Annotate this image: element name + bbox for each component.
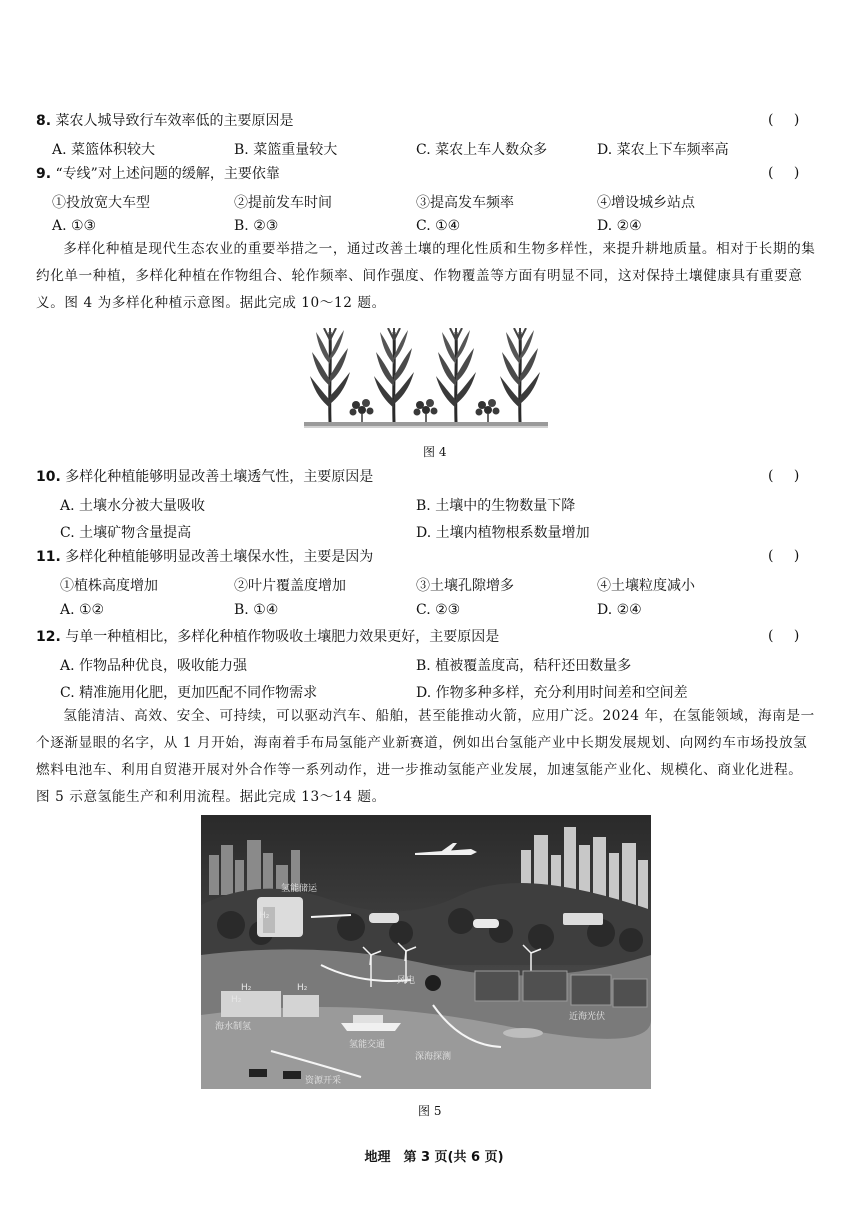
fig5-label-h2-a: H₂	[259, 911, 270, 921]
q8-option-a: A. 菜篮体积较大	[52, 142, 156, 158]
fig5-label-seawater: 海水制氢	[215, 1022, 252, 1032]
q11-item-4: ④土壤粒度减小	[597, 578, 695, 594]
fig5-label-deep-sea: 深海探测	[415, 1052, 452, 1062]
fig5-label-h2-d: H₂	[297, 983, 308, 993]
q11-option-a: A. ①②	[60, 602, 105, 618]
q10-option-b: B. 土壤中的生物数量下降	[416, 498, 576, 514]
q9-option-b: B. ②③	[234, 218, 279, 234]
q9-item-2: ②提前发车时间	[234, 195, 332, 211]
fig5-label-wind: 风电	[397, 976, 416, 986]
q9-answer-paren: ( )	[768, 165, 808, 181]
q12-option-b: B. 植被覆盖度高，秸秆还田数量多	[416, 658, 632, 674]
q8-option-c: C. 菜农上车人数众多	[416, 142, 548, 158]
q12-option-d: D. 作物多种多样，充分利用时间差和空间差	[416, 685, 688, 701]
fig5-label-h2-b: H₂	[241, 983, 252, 993]
fig5-label-mining: 资源开采	[305, 1076, 342, 1086]
figure-4-caption: 图 4	[423, 445, 447, 459]
fig5-label-h2-c: H₂	[231, 995, 242, 1005]
q12-option-a: A. 作物品种优良，吸收能力强	[60, 658, 248, 674]
q11-option-c: C. ②③	[416, 602, 461, 618]
figure-4-diversified-planting-illustration	[304, 328, 548, 432]
q11-option-d: D. ②④	[597, 602, 642, 618]
q8-answer-paren: ( )	[768, 112, 808, 128]
q11-option-b: B. ①④	[234, 602, 279, 618]
q10-option-a: A. 土壤水分被大量吸收	[60, 498, 206, 514]
q11-stem: 11. 多样化种植能够明显改善土壤保水性，主要是因为	[36, 549, 374, 565]
figure-5-caption: 图 5	[418, 1104, 442, 1118]
q9-option-d: D. ②④	[597, 218, 642, 234]
figure-5-hydrogen-flow-illustration	[201, 815, 651, 1089]
q11-item-3: ③土壤孔隙增多	[416, 578, 514, 594]
q11-item-1: ①植株高度增加	[60, 578, 158, 594]
q9-stem: 9. “专线”对上述问题的缓解，主要依靠	[36, 166, 280, 182]
passage-hydrogen-energy: 氢能清洁、高效、安全、可持续，可以驱动汽车、船舶，甚至能推动火箭，应用广泛。2024 年，在氢能领域，海南是一个逐渐显眼的名字，从 1 月开始，海南着手布局氢能产业新赛道，例如出台氢能产业中长期发展规划、向网约车市场投放氢燃料电池车、利用自贸港开展对外合作等一系列动作，进一步推动氢能产业发展，加速氢能产业化、规模化、商业化进程。图 5 示意氢能生产和利用流程。据此完成 13～14 题。	[36, 708, 815, 805]
q8-option-d: D. 菜农上下车频率高	[597, 142, 729, 158]
page-footer: 地理 第 3 页(共 6 页)	[364, 1150, 504, 1165]
q10-option-d: D. 土壤内植物根系数量增加	[416, 525, 590, 541]
passage-diversified-planting: 多样化种植是现代生态农业的重要举措之一，通过改善土壤的理化性质和生物多样性，来提升耕地质量。相对于长期的集约化单一种植，多样化种植在作物组合、轮作频率、间作强度、作物覆盖等方面有明显不同，这对保持土壤健康具有重要意义。图 4 为多样化种植示意图。据此完成 10～12 题。	[36, 241, 816, 311]
fig5-label-transport: 氢能交通	[349, 1040, 386, 1050]
q9-item-4: ④增设城乡站点	[597, 195, 695, 211]
q12-stem: 12. 与单一种植相比，多样化种植作物吸收土壤肥力效果更好，主要原因是	[36, 629, 500, 645]
q11-item-2: ②叶片覆盖度增加	[234, 578, 346, 594]
q12-answer-paren: ( )	[768, 628, 808, 644]
q9-option-a: A. ①③	[52, 218, 97, 234]
q9-item-3: ③提高发车频率	[416, 195, 514, 211]
q8-stem: 8. 菜农人城导致行车效率低的主要原因是	[36, 113, 294, 129]
q10-stem: 10. 多样化种植能够明显改善土壤透气性，主要原因是	[36, 469, 374, 485]
figure-5-scene	[201, 815, 651, 1089]
fig5-label-offshore-pv: 近海光伏	[569, 1012, 606, 1022]
fig5-label-storage: 氢能储运	[281, 884, 318, 894]
q10-option-c: C. 土壤矿物含量提高	[60, 525, 192, 541]
q10-answer-paren: ( )	[768, 468, 808, 484]
q12-option-c: C. 精准施用化肥，更加匹配不同作物需求	[60, 685, 318, 701]
q8-option-b: B. 菜篮重量较大	[234, 142, 338, 158]
q9-option-c: C. ①④	[416, 218, 461, 234]
q11-answer-paren: ( )	[768, 548, 808, 564]
q9-item-1: ①投放宽大车型	[52, 195, 150, 211]
